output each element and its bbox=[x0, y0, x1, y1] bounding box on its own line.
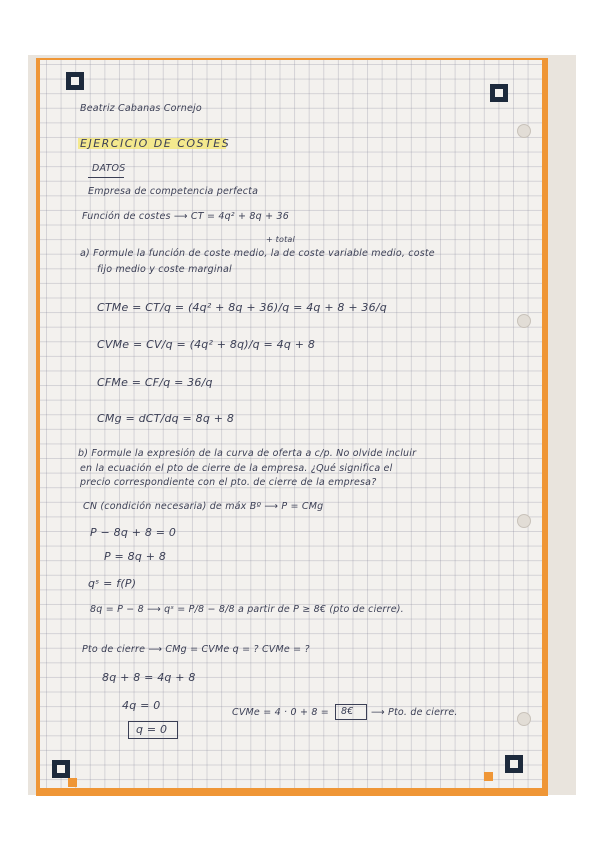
corner-marker-icon bbox=[52, 760, 70, 778]
page-title: EJERCICIO DE COSTES bbox=[80, 137, 231, 150]
corner-marker-icon bbox=[490, 84, 508, 102]
equation-6: 4q = 0 bbox=[122, 699, 161, 712]
ctme-equation: CTMe = CT/q = (4q² + 8q + 36)/q = 4q + 8 + 36/q bbox=[97, 301, 387, 314]
corner-marker-icon bbox=[66, 72, 84, 90]
cmg-equation: CMg = dCT/dq = 8q + 8 bbox=[97, 412, 235, 425]
part-b-line-2: en la ecuación el pto de cierre de la empresa. ¿Qué significa el bbox=[80, 463, 393, 474]
cvme-result-suffix: ⟶ Pto. de cierre. bbox=[371, 707, 458, 718]
equation-1: P − 8q + 8 = 0 bbox=[90, 526, 177, 539]
binder-hole-icon bbox=[517, 712, 531, 726]
part-b-line-3: precio correspondiente con el pto. de cierre de la empresa? bbox=[80, 477, 377, 488]
result-q: q = 0 bbox=[136, 723, 168, 736]
equation-3: qˢ = f(P) bbox=[88, 577, 137, 590]
binder-hole-icon bbox=[517, 124, 531, 138]
author-name: Beatriz Cabanas Cornejo bbox=[80, 103, 202, 114]
datos-label: DATOS bbox=[92, 163, 126, 174]
orange-marker-icon bbox=[68, 778, 77, 787]
cvme-equation: CVMe = CV/q = (4q² + 8q)/q = 4q + 8 bbox=[97, 338, 316, 351]
equation-2: P = 8q + 8 bbox=[104, 550, 167, 563]
supply-curve-equation: 8q = P − 8 ⟶ qˢ = P/8 − 8/8 a partir de P ≥ 8€ (pto de cierre). bbox=[90, 604, 404, 615]
cost-function: Función de costes ⟶ CT = 4q² + 8q + 36 bbox=[82, 211, 289, 222]
cvme-result-prefix: CVMe = 4 · 0 + 8 = bbox=[232, 707, 329, 718]
cfme-equation: CFMe = CF/q = 36/q bbox=[97, 376, 213, 389]
part-a-line-2: fijo medio y coste marginal bbox=[97, 264, 232, 275]
shutdown-point-line: Pto de cierre ⟶ CMg = CVMe q = ? CVMe = ? bbox=[82, 644, 310, 655]
cvme-result-value: 8€ bbox=[341, 706, 354, 717]
cn-condition: CN (condición necesaria) de máx Bº ⟶ P = CMg bbox=[83, 501, 324, 512]
binder-hole-icon bbox=[517, 514, 531, 528]
empresa-text: Empresa de competencia perfecta bbox=[88, 186, 259, 197]
corner-marker-icon bbox=[505, 755, 523, 773]
part-a-line-1: a) Formule la función de coste medio, la de coste variable medio, coste bbox=[80, 248, 435, 259]
datos-underline bbox=[88, 177, 124, 178]
orange-marker-icon bbox=[484, 772, 493, 781]
binder-hole-icon bbox=[517, 314, 531, 328]
part-b-line-1: b) Formule la expresión de la curva de oferta a c/p. No olvide incluir bbox=[78, 448, 417, 459]
part-a-note: + total bbox=[266, 235, 295, 244]
equation-5: 8q + 8 = 4q + 8 bbox=[102, 671, 196, 684]
